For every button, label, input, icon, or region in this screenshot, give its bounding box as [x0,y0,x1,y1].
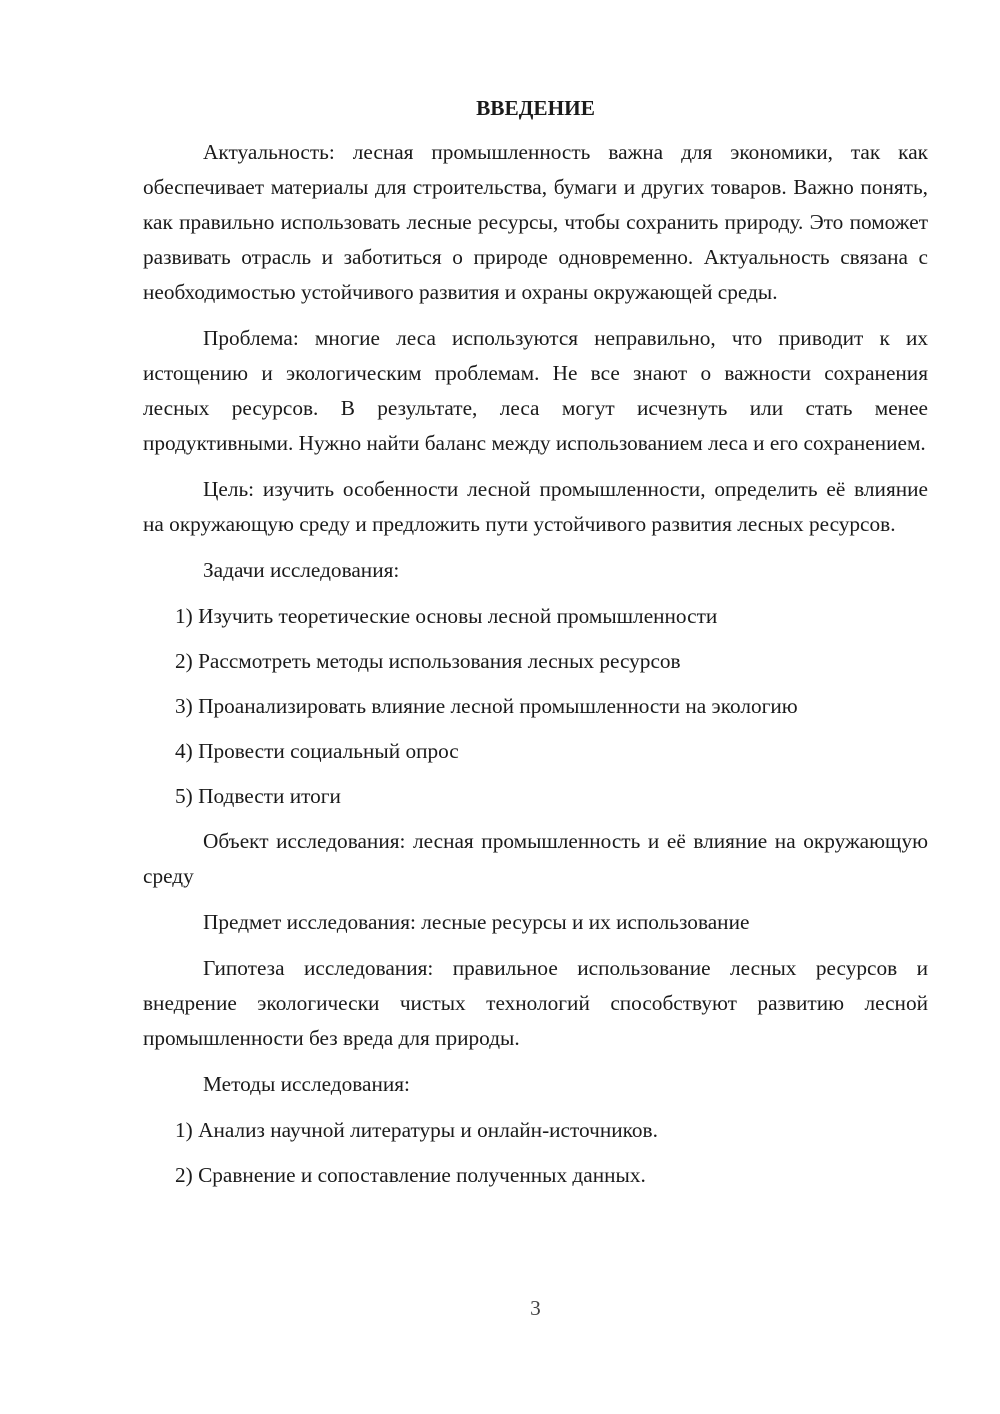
methods-list [143,1113,928,1193]
list-item: 2) Рассмотреть методы использования лесных ресурсов [175,649,681,673]
list-item: 3) Проанализировать влияние лесной промышленности на экологию [175,694,798,718]
document-page [143,94,928,1203]
goal-paragraph: Цель: изучить особенности лесной промышленности, определить её влияние на окружающую среду и предложить пути устойчивого развития лесных ресурсов. [143,477,928,536]
hypothesis-paragraph: Гипотеза исследования: правильное использование лесных ресурсов и внедрение экологически чистых технологий способствуют развитию лесной промышленности без вреда для природы. [143,956,928,1050]
methods-heading: Методы исследования: [203,1072,410,1096]
list-item: 5) Подвести итоги [175,784,341,808]
relevance-paragraph: Актуальность: лесная промышленность важна для экономики, так как обеспечивает материалы для строительства, бумаги и других товаров. Важно понять, как правильно использовать лесные ресурсы, чтобы сохранить природу. Это поможет развивать отрасль и заботиться о природе одновременно. Актуальность связана с необходимостью устойчивого развития и охраны окружающей среды. [143,140,928,304]
tasks-heading: Задачи исследования: [203,558,400,582]
problem-paragraph: Проблема: многие леса используются неправильно, что приводит к их истощению и экологическим проблемам. Не все знают о важности сохранения лесных ресурсов. В результате, леса могут исчезнуть или стать менее продуктивными. Нужно найти баланс между использованием леса и его сохранением. [143,326,928,455]
subject-paragraph: Предмет исследования: лесные ресурсы и их использование [203,910,750,934]
page-number: 3 [530,1296,541,1320]
section-title: ВВЕДЕНИЕ [476,96,595,120]
list-item: 1) Анализ научной литературы и онлайн-источников. [175,1118,658,1142]
list-item: 1) Изучить теоретические основы лесной промышленности [175,604,718,628]
object-paragraph: Объект исследования: лесная промышленность и её влияние на окружающую среду [143,829,928,888]
tasks-list [143,599,928,814]
list-item: 2) Сравнение и сопоставление полученных данных. [175,1163,646,1187]
list-item: 4) Провести социальный опрос [175,739,459,763]
